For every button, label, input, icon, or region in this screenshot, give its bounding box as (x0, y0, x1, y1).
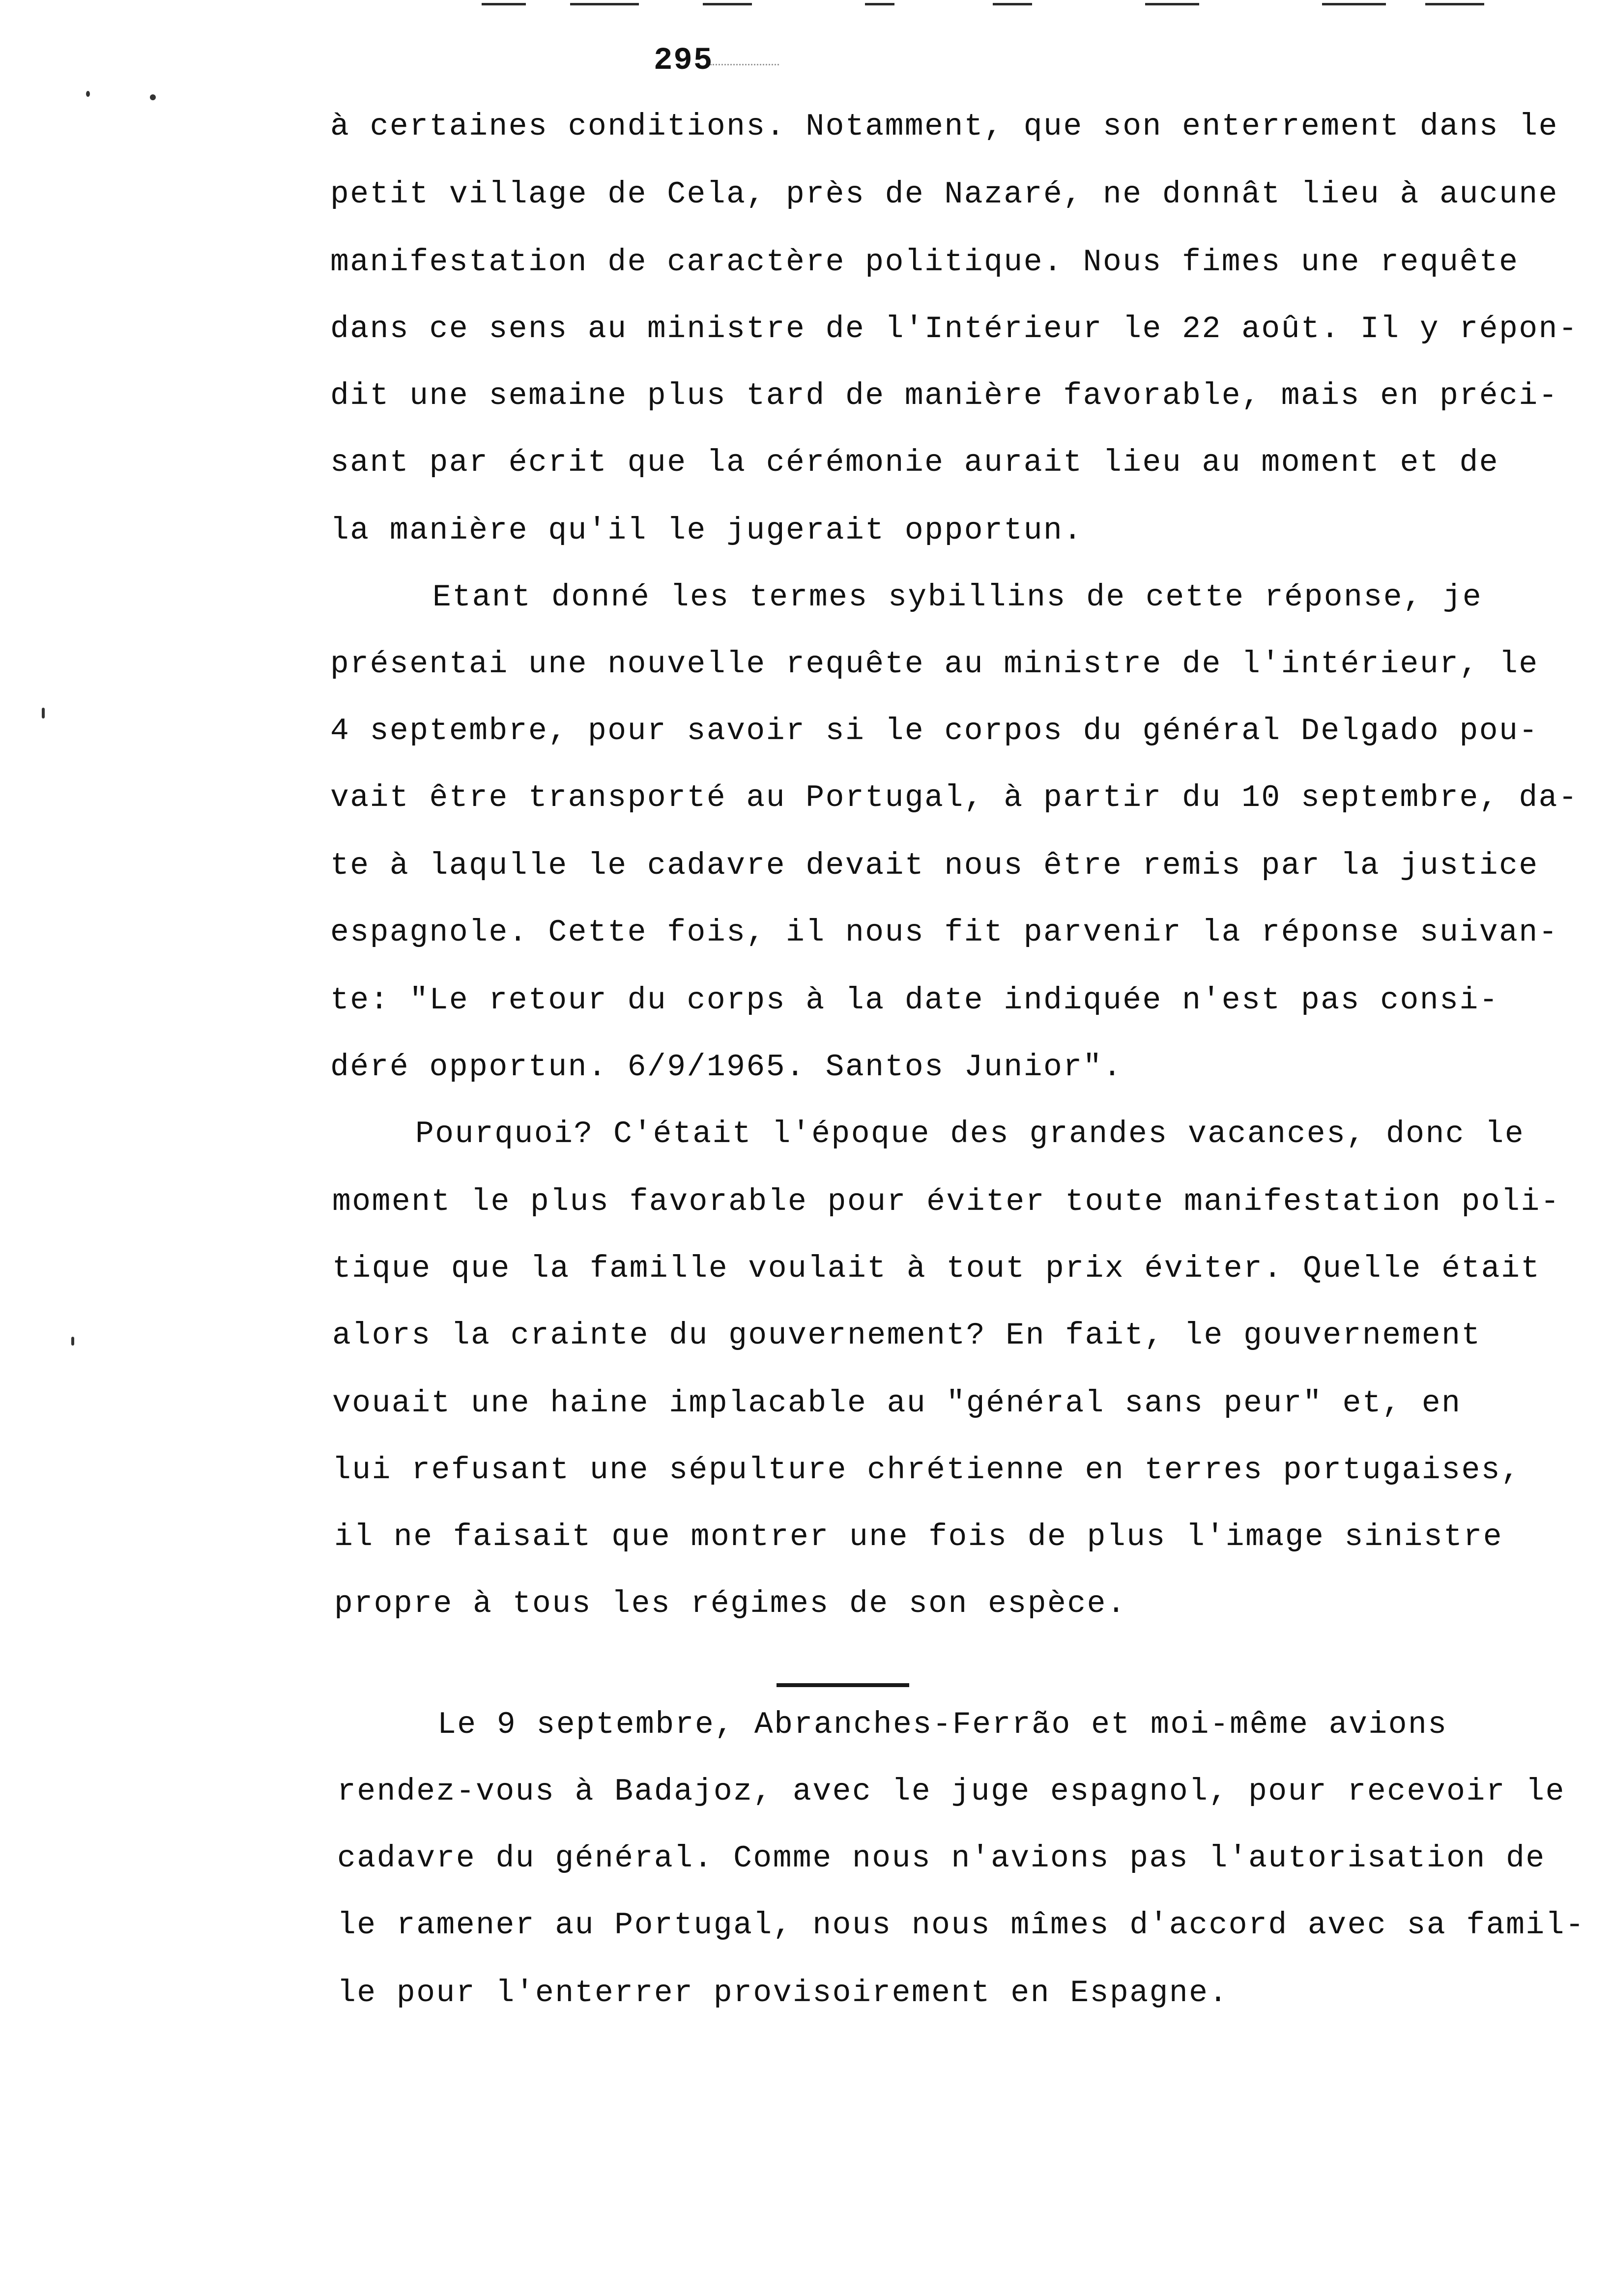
text-line: propre à tous les régimes de son espèce. (334, 1586, 1127, 1621)
text-line: 4 septembre, pour savoir si le corpos du général Delgado pou- (330, 714, 1539, 748)
text-line: Pourquoi? C'était l'époque des grandes vacances, donc le (415, 1117, 1525, 1151)
text-line: dans ce sens au ministre de l'Intérieur le 22 août. Il y répon- (330, 312, 1579, 346)
top-rule (865, 3, 894, 5)
text-line: alors la crainte du gouvernement? En fait, le gouvernement (332, 1318, 1481, 1353)
scan-speck (86, 91, 90, 97)
top-rule (482, 3, 526, 5)
text-line: le pour l'enterrer provisoirement en Espagne. (337, 1976, 1229, 2010)
text-line: manifestation de caractère politique. Nous fimes une requête (330, 245, 1519, 280)
text-line: la manière qu'il le jugerait opportun. (330, 513, 1083, 548)
top-rule (570, 3, 639, 5)
text-line: Etant donné les termes sybillins de cette réponse, je (432, 580, 1483, 615)
text-line: il ne faisait que montrer une fois de plus l'image sinistre (334, 1520, 1503, 1554)
text-line: rendez-vous à Badajoz, avec le juge espagnol, pour recevoir le (337, 1774, 1565, 1809)
text-line: moment le plus favorable pour éviter toute manifestation poli- (332, 1184, 1560, 1219)
top-rule (703, 3, 752, 5)
top-rule (1425, 3, 1484, 5)
text-line: petit village de Cela, près de Nazaré, ne donnât lieu à aucune (330, 177, 1558, 212)
top-rule (993, 3, 1032, 5)
text-line: lui refusant une sépulture chrétienne en terres portugaises, (332, 1453, 1521, 1488)
section-separator (777, 1683, 909, 1687)
text-line: présentai une nouvelle requête au ministre de l'intérieur, le (330, 647, 1539, 682)
page-number: 295 (654, 43, 714, 79)
text-line: vait être transporté au Portugal, à partir du 10 septembre, da- (330, 780, 1579, 815)
text-line: te: "Le retour du corps à la date indiquée n'est pas consi- (330, 983, 1499, 1018)
text-line: sant par écrit que la cérémonie aurait lieu au moment et de (330, 445, 1499, 480)
text-line: cadavre du général. Comme nous n'avions pas l'autorisation de (337, 1841, 1546, 1876)
text-line: Le 9 septembre, Abranches-Ferrão et moi-même avions (437, 1707, 1448, 1742)
text-line: te à laqulle le cadavre devait nous être remis par la justice (330, 848, 1539, 883)
scan-speck (71, 1337, 74, 1346)
text-line: à certaines conditions. Notamment, que son enterrement dans le (330, 109, 1558, 144)
top-rule (1145, 3, 1199, 5)
scan-speck (150, 94, 156, 100)
text-line: le ramener au Portugal, nous nous mîmes d'accord avec sa famil- (337, 1908, 1585, 1943)
scan-speck (42, 708, 45, 718)
page-number-trail (710, 64, 779, 65)
text-line: tique que la famille voulait à tout prix éviter. Quelle était (332, 1251, 1541, 1286)
top-rule (1322, 3, 1386, 5)
text-line: déré opportun. 6/9/1965. Santos Junior". (330, 1050, 1123, 1085)
text-line: dit une semaine plus tard de manière favorable, mais en préci- (330, 378, 1558, 413)
text-line: vouait une haine implacable au "général sans peur" et, en (332, 1386, 1462, 1421)
text-line: espagnole. Cette fois, il nous fit parvenir la réponse suivan- (330, 915, 1558, 950)
